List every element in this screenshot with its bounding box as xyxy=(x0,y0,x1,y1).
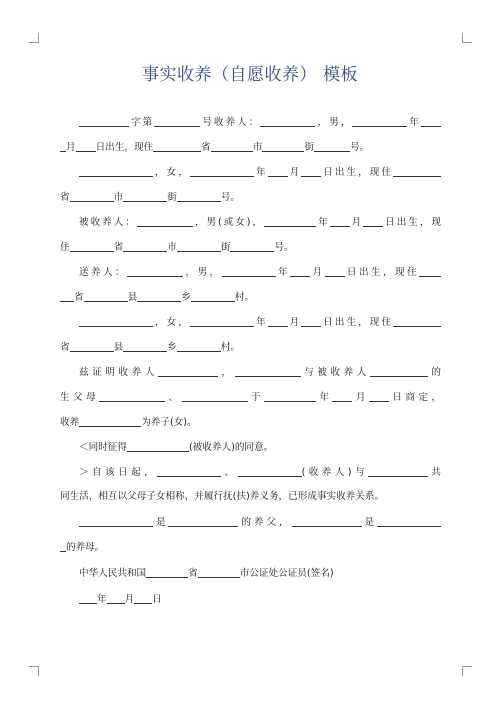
line-text: 字第 xyxy=(129,117,155,128)
line-text: ， xyxy=(217,367,235,378)
line-text: 是 xyxy=(153,517,169,528)
line-text: 同生活，相互以父母子女相称，并履行抚(扶)养义务，已形成事实收养关系。 xyxy=(60,491,385,502)
line-text: 、 xyxy=(221,467,238,478)
blank-field[interactable] xyxy=(137,290,181,302)
blank-field[interactable] xyxy=(222,265,276,277)
blank-field[interactable] xyxy=(314,140,350,152)
line-text: 年 xyxy=(316,217,330,228)
line-text: 的养父， xyxy=(238,517,292,528)
line-text: 号。 xyxy=(274,242,294,253)
line-text: 日 xyxy=(152,594,162,605)
blank-field[interactable] xyxy=(158,365,218,377)
blank-field[interactable] xyxy=(370,365,428,377)
form-line-4 xyxy=(60,190,441,205)
form-line-14 xyxy=(60,440,441,455)
line-text: 日出生，现住 xyxy=(344,267,420,278)
blank-field[interactable] xyxy=(79,592,97,604)
line-text: 市 xyxy=(113,192,124,203)
line-text: ＞自该日起， xyxy=(79,467,158,478)
blank-field[interactable] xyxy=(268,315,288,327)
form-line-2 xyxy=(60,140,441,155)
blank-field[interactable] xyxy=(301,165,321,177)
line-text: 于 xyxy=(247,392,265,403)
blank-field[interactable] xyxy=(153,140,201,152)
blank-field[interactable] xyxy=(419,265,441,277)
blank-field[interactable] xyxy=(134,592,152,604)
form-line-10 xyxy=(60,340,441,355)
blank-field[interactable] xyxy=(262,140,304,152)
line-text: 号。 xyxy=(220,192,240,203)
line-text: 月 xyxy=(287,167,302,178)
form-line-20 xyxy=(60,592,441,607)
blank-field[interactable] xyxy=(79,165,153,177)
form-line-1 xyxy=(60,115,441,130)
line-text: (被收养人)的同意。 xyxy=(188,442,274,453)
document-title: 事实收养（自愿收养） 模板 xyxy=(142,65,358,85)
line-text: 乡 xyxy=(181,292,191,303)
form-line-18 xyxy=(60,540,441,555)
line-text: 为养子(女)。 xyxy=(141,417,197,428)
line-text: 日出生，现 xyxy=(383,217,442,228)
line-text: 送养人： xyxy=(79,267,128,278)
blank-field[interactable] xyxy=(60,290,74,302)
line-text: 村。 xyxy=(234,292,254,303)
line-text: 乡 xyxy=(167,342,177,353)
line-text: 兹证明收养人 xyxy=(79,367,158,378)
line-text: 号收养人： xyxy=(200,117,261,128)
line-text: 年 xyxy=(253,167,268,178)
line-text: 年 xyxy=(253,317,268,328)
blank-field[interactable] xyxy=(79,115,129,127)
line-text: 年 xyxy=(316,392,333,403)
crop-mark-top-right xyxy=(462,33,472,43)
form-line-3 xyxy=(60,165,441,180)
crop-mark-bottom-left xyxy=(29,666,39,676)
line-text: 共 xyxy=(428,467,442,478)
form-line-15 xyxy=(60,465,441,480)
line-text: 县 xyxy=(127,292,138,303)
blank-field[interactable] xyxy=(393,165,441,177)
blank-field[interactable] xyxy=(290,265,310,277)
line-text: (收养人)与 xyxy=(301,467,368,478)
line-text: ，男， xyxy=(183,267,222,278)
blank-field[interactable] xyxy=(70,190,114,202)
line-text: 生父母 xyxy=(60,392,100,403)
blank-field[interactable] xyxy=(70,240,114,252)
blank-field[interactable] xyxy=(235,365,301,377)
crop-mark-bottom-right xyxy=(462,666,472,676)
blank-field[interactable] xyxy=(230,240,274,252)
form-line-19 xyxy=(60,566,441,581)
line-text: ，男(或女)， xyxy=(192,217,265,228)
line-text: 住 xyxy=(60,242,70,253)
line-text: 收养 xyxy=(60,417,80,428)
blank-field[interactable] xyxy=(146,566,188,578)
line-text: 日出生，现住 xyxy=(321,317,393,328)
line-text: 的 xyxy=(427,367,442,378)
blank-field[interactable] xyxy=(369,390,389,402)
line-text: 省 xyxy=(201,142,211,153)
blank-field[interactable] xyxy=(330,215,350,227)
line-text: 村。 xyxy=(220,342,240,353)
blank-field[interactable] xyxy=(260,115,315,127)
line-text: 市 xyxy=(167,242,177,253)
blank-field[interactable] xyxy=(79,415,141,427)
blank-field[interactable] xyxy=(325,265,345,277)
form-line-16 xyxy=(60,490,441,504)
blank-field[interactable] xyxy=(264,390,316,402)
line-text: 月 xyxy=(124,594,135,605)
blank-field[interactable] xyxy=(177,340,221,352)
blank-field[interactable] xyxy=(368,465,428,477)
blank-field[interactable] xyxy=(157,465,221,477)
blank-field[interactable] xyxy=(238,465,302,477)
blank-field[interactable] xyxy=(127,265,183,277)
blank-field[interactable] xyxy=(421,115,441,127)
crop-mark-top-left xyxy=(29,33,39,43)
blank-field[interactable] xyxy=(177,240,221,252)
blank-field[interactable] xyxy=(127,440,189,452)
line-text: 省 xyxy=(60,192,70,203)
blank-field[interactable] xyxy=(154,115,200,127)
line-text: 年 xyxy=(407,117,421,128)
line-text: 省 xyxy=(188,568,198,579)
blank-field[interactable] xyxy=(190,315,254,327)
blank-field[interactable] xyxy=(292,515,362,527)
line-text: ＜同时征得 xyxy=(79,442,127,453)
line-text: 县 xyxy=(113,342,124,353)
blank-field[interactable] xyxy=(301,315,321,327)
blank-field[interactable] xyxy=(393,315,441,327)
form-line-11 xyxy=(60,365,441,380)
blank-field[interactable] xyxy=(76,140,96,152)
blank-field[interactable] xyxy=(264,215,316,227)
blank-field[interactable] xyxy=(84,290,128,302)
line-text: 的养母。 xyxy=(66,542,105,553)
blank-field[interactable] xyxy=(123,340,167,352)
blank-field[interactable] xyxy=(198,566,240,578)
line-text: 是 xyxy=(361,517,377,528)
blank-field[interactable] xyxy=(190,165,254,177)
line-text: 市 xyxy=(252,142,263,153)
blank-field[interactable] xyxy=(107,592,125,604)
blank-field[interactable] xyxy=(79,515,153,527)
blank-field[interactable] xyxy=(123,240,167,252)
line-text: 月 xyxy=(66,142,76,153)
line-text: 街 xyxy=(304,142,314,153)
blank-field[interactable] xyxy=(268,165,288,177)
blank-field[interactable] xyxy=(182,390,248,402)
blank-field[interactable] xyxy=(79,315,153,327)
form-line-12 xyxy=(60,390,441,405)
blank-field[interactable] xyxy=(123,190,167,202)
line-text: ，男， xyxy=(315,117,353,128)
line-text: 日商定， xyxy=(388,392,442,403)
line-text: 年 xyxy=(275,267,291,278)
blank-field[interactable] xyxy=(177,190,221,202)
form-line-5 xyxy=(60,215,441,230)
line-text: ，女， xyxy=(153,167,190,178)
blank-field[interactable] xyxy=(70,340,114,352)
line-text: 中华人民共和国 xyxy=(79,568,147,579)
line-text: 日出生，现住 xyxy=(321,167,393,178)
line-text: 号。 xyxy=(349,142,370,153)
line-text: 月 xyxy=(310,267,325,278)
line-text: 省 xyxy=(74,292,84,303)
blank-field[interactable] xyxy=(137,215,193,227)
line-text: 、 xyxy=(165,392,182,403)
form-line-7 xyxy=(60,265,441,280)
blank-field[interactable] xyxy=(168,515,238,527)
line-text: ，女， xyxy=(153,317,190,328)
line-text: 被收养人： xyxy=(79,217,137,228)
blank-field[interactable] xyxy=(363,215,383,227)
line-text: 年 xyxy=(97,594,107,605)
form-line-6 xyxy=(60,240,441,255)
line-text: 日出生，现住 xyxy=(95,142,154,153)
line-text: 月 xyxy=(349,217,364,228)
form-line-17 xyxy=(60,515,441,530)
line-text: 与被收养人 xyxy=(300,367,370,378)
line-text: 省 xyxy=(113,242,124,253)
blank-field[interactable] xyxy=(211,140,253,152)
blank-field[interactable] xyxy=(332,390,352,402)
line-text: 省 xyxy=(60,342,70,353)
blank-field[interactable] xyxy=(191,290,235,302)
line-text: 街 xyxy=(167,192,177,203)
line-text: 月 xyxy=(352,392,369,403)
blank-field[interactable] xyxy=(377,515,441,527)
line-text: 街 xyxy=(220,242,231,253)
line-text: 市公证处公证员(签名) xyxy=(239,568,334,579)
line-text: 月 xyxy=(287,317,302,328)
form-line-8 xyxy=(60,290,441,305)
form-line-9 xyxy=(60,315,441,330)
form-line-13 xyxy=(60,415,441,430)
blank-field[interactable] xyxy=(352,115,407,127)
blank-field[interactable] xyxy=(99,390,165,402)
